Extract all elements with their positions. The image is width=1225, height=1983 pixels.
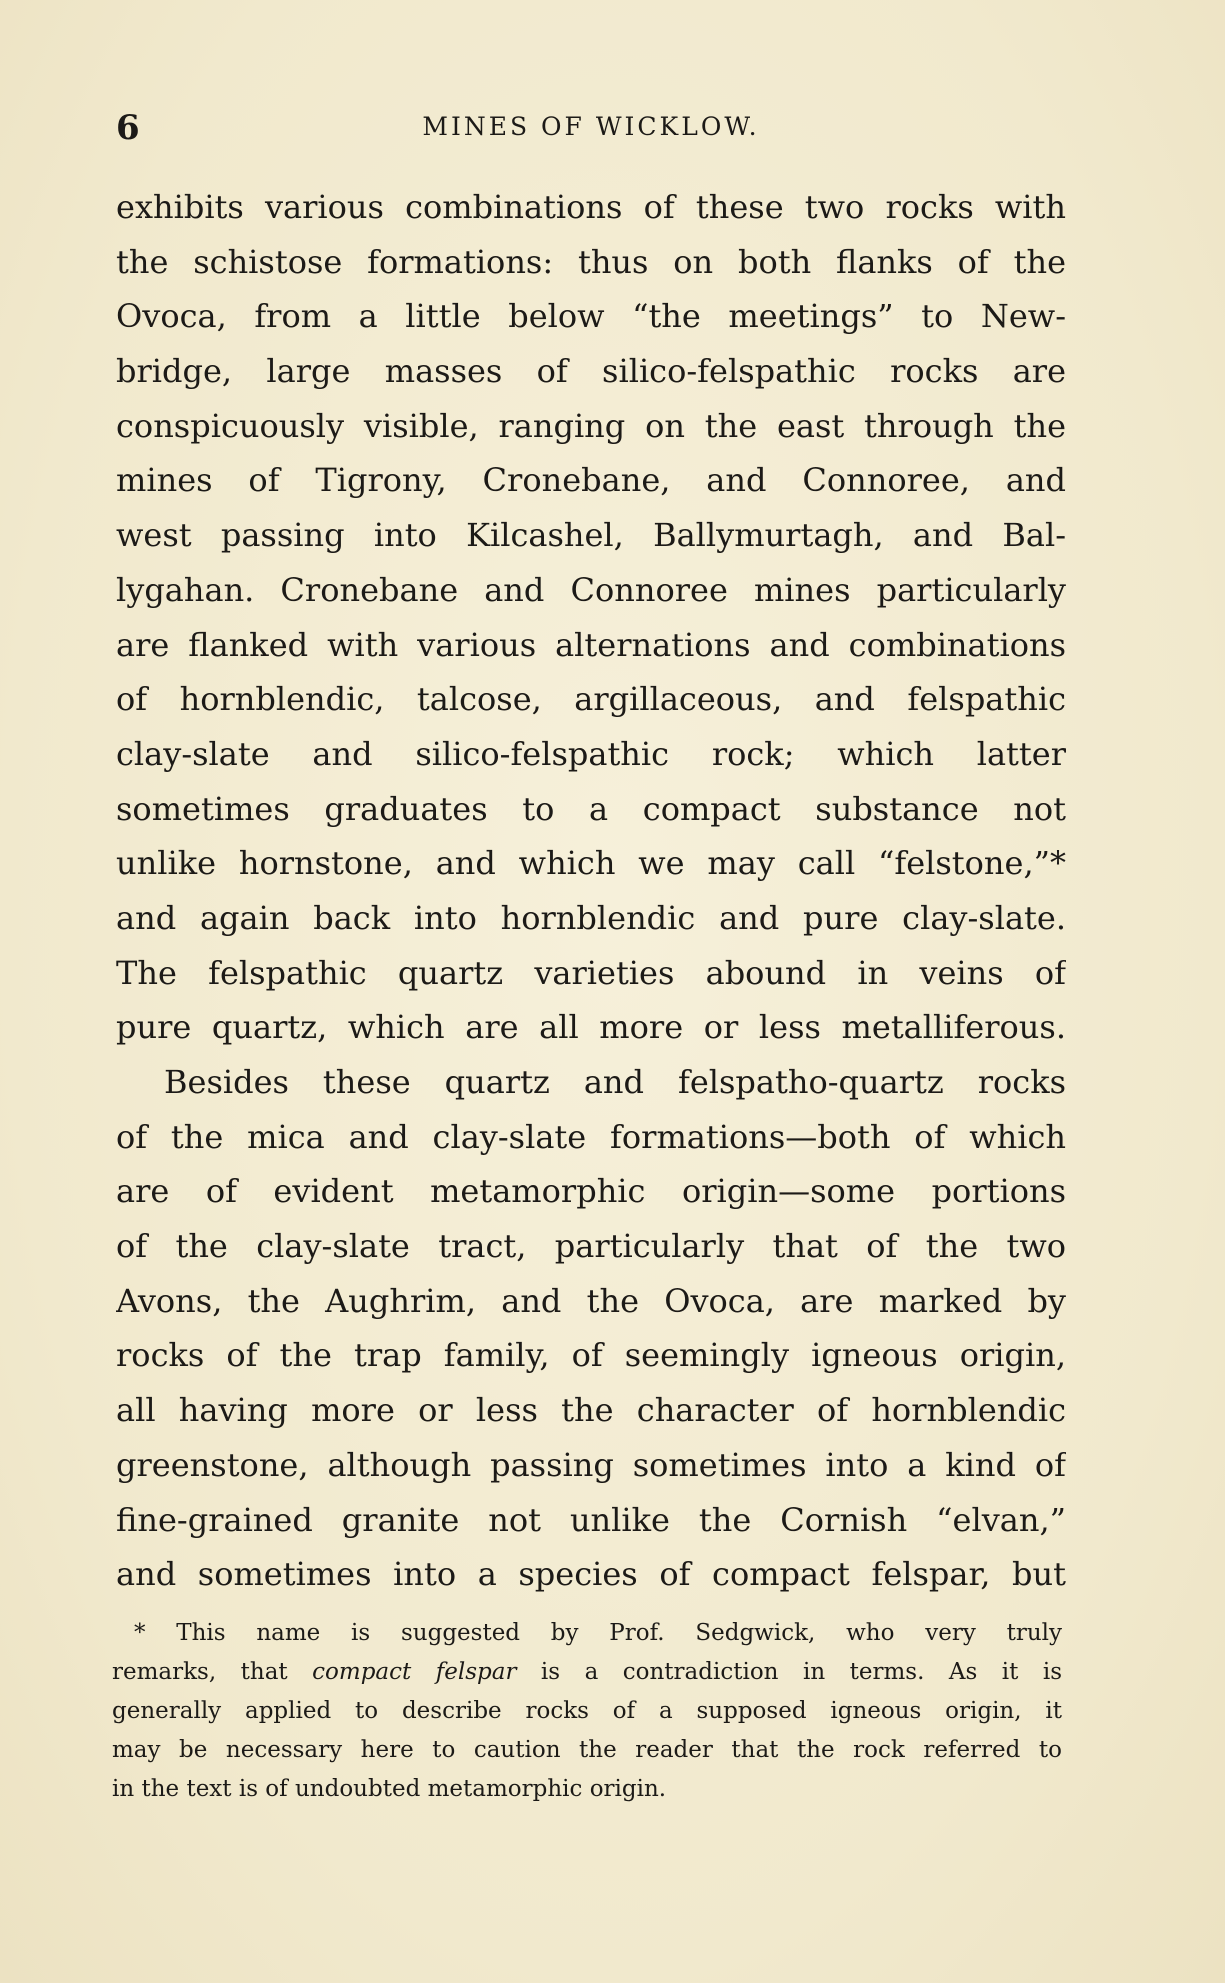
footnote-italic-term: compact felspar [312,1659,517,1685]
text-line: rocks of the trap family, of seemingly igneous origin, [116,1336,1066,1375]
text-line: sometimes graduates to a compact substance not [116,789,1066,828]
body-text [116,180,1066,1602]
text-line: west passing into Kilcashel, Ballymurtagh, and Bal- [116,516,1066,555]
running-head [116,108,1066,148]
text-line: bridge, large masses of silico-felspathic rocks are [116,352,1066,391]
text-line: pure quartz, which are all more or less metalliferous. [116,1008,1066,1047]
text-line-paragraph-start: Besides these quartz and felspatho-quartz rocks [164,1063,1066,1101]
footnote-text: remarks, that [112,1659,313,1685]
footnote [112,1614,1062,1809]
footnote-line: * This name is suggested by Prof. Sedgwick, who very truly [134,1620,1062,1646]
text-line: of hornblendic, talcose, argillaceous, and felspathic [116,680,1066,719]
footnote-text: is a contradiction in terms. As it is [516,1659,1062,1685]
text-line: of the clay-slate tract, particularly that of the two [116,1227,1066,1266]
text-line: all having more or less the character of hornblendic [116,1391,1066,1430]
page-number: 6 [116,108,140,148]
text-line: and sometimes into a species of compact felspar, but [116,1555,1066,1594]
text-line: the schistose formations: thus on both flanks of the [116,242,1066,281]
footnote-line [112,1653,1062,1692]
text-line: exhibits various combinations of these two rocks with [116,188,1066,226]
text-line: are flanked with various alternations and combinations [116,625,1066,664]
footnote-line: generally applied to describe rocks of a supposed igneous origin, it [112,1698,1062,1724]
text-line: Ovoca, from a little below “the meetings” to New- [116,297,1066,336]
footnote-line: may be necessary here to caution the reader that the rock referred to [112,1737,1062,1763]
text-line: greenstone, although passing sometimes into a kind of [116,1445,1066,1484]
text-line: conspicuously visible, ranging on the east through the [116,406,1066,445]
text-line: Avons, the Aughrim, and the Ovoca, are marked by [116,1281,1066,1320]
text-line: mines of Tigrony, Cronebane, and Connoree, and [116,461,1066,500]
text-line: of the mica and clay-slate formations—both of which [116,1117,1066,1156]
text-line: lygahan. Cronebane and Connoree mines particularly [116,570,1066,609]
text-line: fine-grained granite not unlike the Cornish “elvan,” [116,1500,1066,1539]
text-line: are of evident metamorphic origin—some portions [116,1172,1066,1211]
running-title: MINES OF WICKLOW. [422,112,760,141]
footnote-line: in the text is of undoubted metamorphic origin. [112,1776,667,1802]
text-line: clay-slate and silico-felspathic rock; which latter [116,734,1066,773]
text-line: unlike hornstone, and which we may call “felstone,”* [116,844,1066,883]
text-line: The felspathic quartz varieties abound in veins of [116,953,1066,992]
text-line: and again back into hornblendic and pure clay-slate. [116,898,1066,937]
